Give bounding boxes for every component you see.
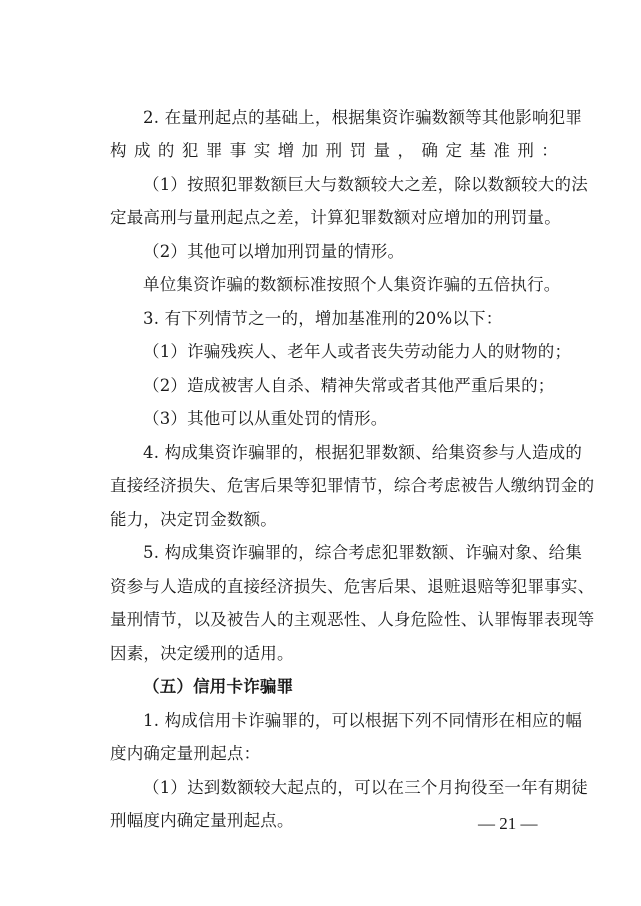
paragraph-line: 构成的犯罪事实增加刑罚量，确定基准刑：	[110, 141, 558, 160]
paragraph-line: 4. 构成集资诈骗罪的，根据犯罪数额、给集资参与人造成的	[143, 443, 583, 462]
section-heading: （五）信用卡诈骗罪	[143, 677, 294, 696]
paragraph-line: 刑幅度内确定量刑起点。	[110, 811, 294, 830]
paragraph-line: （1）按照犯罪数额巨大与数额较大之差，除以数额较大的法	[143, 175, 588, 194]
paragraph-line: 直接经济损失、危害后果等犯罪情节，综合考虑被告人缴纳罚金的	[110, 476, 595, 495]
paragraph-line: 因素，决定缓刑的适用。	[110, 644, 294, 663]
paragraph-line: （3）其他可以从重处罚的情形。	[143, 409, 388, 428]
paragraph-line: （1）达到数额较大起点的，可以在三个月拘役至一年有期徒	[143, 778, 588, 797]
paragraph-line: 定最高刑与量刑起点之差，计算犯罪数额对应增加的刑罚量。	[110, 208, 561, 227]
paragraph-line: 2. 在量刑起点的基础上，根据集资诈骗数额等其他影响犯罪	[143, 108, 583, 127]
paragraph-line: 能力，决定罚金数额。	[110, 510, 277, 529]
paragraph-line: 单位集资诈骗的数额标准按照个人集资诈骗的五倍执行。	[143, 275, 561, 294]
paragraph-line: 资参与人造成的直接经济损失、危害后果、退赃退赔等犯罪事实、	[110, 577, 595, 596]
paragraph-line: 量刑情节，以及被告人的主观恶性、人身危险性、认罪悔罪表现等	[110, 610, 595, 629]
paragraph-line: 度内确定量刑起点：	[110, 744, 261, 763]
paragraph-line: （2）造成被害人自杀、精神失常或者其他严重后果的；	[143, 376, 555, 395]
paragraph-line: 5. 构成集资诈骗罪的，综合考虑犯罪数额、诈骗对象、给集	[143, 543, 583, 562]
paragraph-line: 1. 构成信用卡诈骗罪的，可以根据下列不同情形在相应的幅	[143, 711, 583, 730]
page-number: — 21 —	[478, 814, 538, 833]
paragraph-line: （2）其他可以增加刑罚量的情形。	[143, 242, 405, 261]
paragraph-line: 3. 有下列情节之一的，增加基准刑的20%以下：	[143, 309, 503, 328]
paragraph-line: （1）诈骗残疾人、老年人或者丧失劳动能力人的财物的；	[143, 342, 572, 361]
